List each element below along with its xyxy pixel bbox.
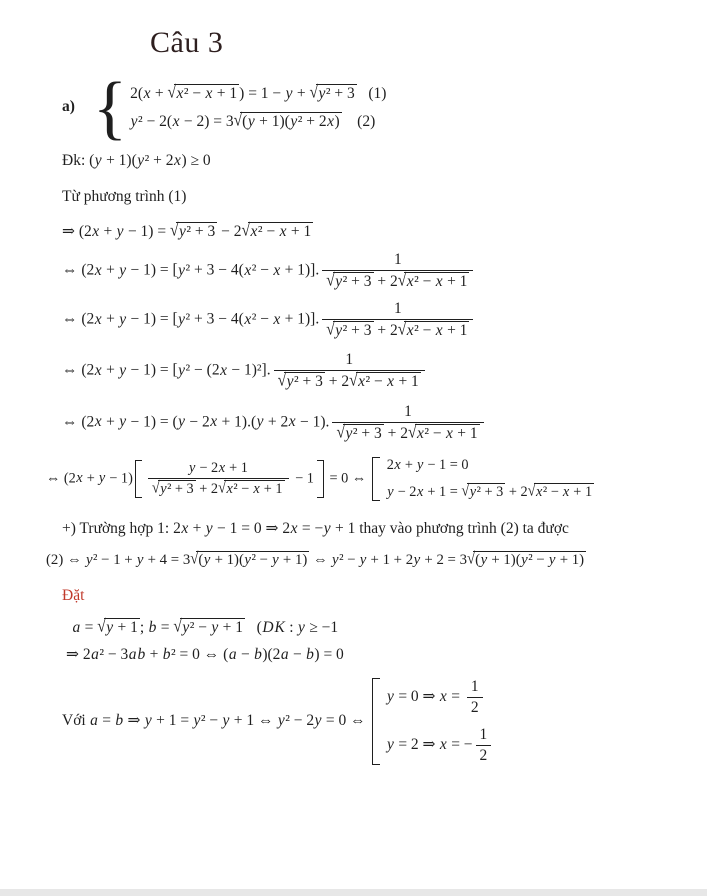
left-bracket bbox=[135, 460, 142, 498]
radicand: y² − y + 1 bbox=[180, 618, 245, 637]
substituted-equation: (2) ⇔ y² − 1 + y + 4 = 3√(y + 1)(y² − y + 1) ⇔ y² − y + 1 + 2y + 2 = 3√(y + 1)(y² − y + 1) bbox=[46, 549, 585, 568]
radicand: y + 1 bbox=[104, 618, 140, 637]
square-root bbox=[97, 618, 140, 637]
numerator: 1 bbox=[332, 403, 483, 423]
square-root bbox=[326, 272, 373, 291]
square-root bbox=[528, 483, 594, 501]
radicand: y² + 3 bbox=[176, 222, 217, 241]
radical-sign: √ bbox=[167, 82, 175, 102]
plain-text: thay vào phương trình (2) ta được bbox=[355, 519, 569, 537]
document-page bbox=[0, 26, 707, 765]
radical-sign: √ bbox=[326, 319, 334, 340]
square-root bbox=[152, 480, 196, 498]
radicand: x² − x + 1 bbox=[224, 480, 285, 498]
square-root bbox=[218, 480, 284, 498]
numerator: 1 bbox=[476, 726, 492, 746]
square-root bbox=[326, 321, 373, 340]
radical-sign: √ bbox=[397, 319, 406, 340]
square-root bbox=[408, 424, 480, 443]
radical-sign: √ bbox=[173, 617, 181, 637]
radicand: x² − x + 1 bbox=[415, 424, 480, 443]
radical-sign: √ bbox=[336, 422, 344, 442]
radicand: (y + 1)(y² − y + 1) bbox=[198, 551, 308, 568]
from-equation-1: Từ phương trình (1) bbox=[62, 187, 187, 205]
cases-bracket bbox=[372, 678, 380, 765]
derivation-step-4: ⇔ (2x + y − 1) = [y² − (2x − 1)²]. $\frac{1}{\text{√y² + 3 + 2√x² − x + 1}}$ bbox=[62, 351, 707, 391]
radical-sign: √ bbox=[190, 549, 198, 568]
denominator: 2 bbox=[470, 698, 479, 716]
fraction bbox=[332, 403, 483, 443]
radicand: x² − x + 1 bbox=[404, 321, 469, 340]
derivation-step-1: ⇒ (2x + y − 1) = √y² + 3 − 2√x² − x + 1 bbox=[62, 220, 312, 240]
item-label: a) bbox=[62, 98, 75, 116]
radical-sign: √ bbox=[349, 371, 357, 391]
radicand: x² − x + 1 bbox=[534, 483, 595, 501]
square-root bbox=[167, 84, 239, 103]
right-bracket bbox=[317, 460, 324, 498]
radical-sign: √ bbox=[397, 270, 406, 290]
denominator: √ y² + 3 + 2√ x² − x + 1 bbox=[151, 478, 283, 497]
radicand: x² − x + 1 bbox=[248, 222, 313, 241]
numerator: 1 bbox=[467, 678, 483, 698]
radicand: y² + 3 bbox=[333, 272, 374, 291]
page-bottom-strip bbox=[0, 889, 707, 896]
radical-sign: √ bbox=[218, 478, 225, 497]
dat-heading: Đặt bbox=[62, 587, 85, 605]
square-root bbox=[278, 372, 325, 391]
radicand: x² − x + 1 bbox=[404, 272, 469, 291]
denominator: 2 bbox=[479, 746, 488, 764]
square-root bbox=[461, 483, 505, 501]
condition: Đk: (y + 1)(y² + 2x) ≥ 0 bbox=[62, 151, 211, 169]
case-1-intro: +) Trường hợp 1: 2x + y − 1 = 0 ⇒ 2x = −y + 1 thay vào phương trình (2) ta được bbox=[62, 519, 569, 537]
fraction bbox=[274, 351, 425, 391]
radicand: y² + 3 bbox=[158, 480, 196, 498]
solution-cases: 2x + y − 1 = 0 y − 2x + 1 = √ y² + 3 + 2√ x² − x + 1 bbox=[372, 457, 594, 501]
numerator: y − 2x + 1 bbox=[148, 460, 289, 479]
radicand: (y + 1)(y² − y + 1) bbox=[475, 551, 585, 568]
radicand: x² − x + 1 bbox=[174, 84, 239, 103]
radical-sign: √ bbox=[407, 422, 416, 442]
square-root bbox=[242, 222, 314, 241]
denominator: √y² + 3 + 2√x² − x + 1 bbox=[326, 270, 468, 290]
square-root bbox=[190, 551, 309, 569]
derivation-step-5: ⇔ (2x + y − 1) = (y − 2x + 1).(y + 2x − 1). $\frac{1}{\text{√y² + 3 + 2√x² − x + 1}}$ bbox=[62, 403, 707, 443]
radical-sign: √ bbox=[309, 82, 317, 102]
radical-sign: √ bbox=[467, 549, 475, 568]
plain-text: Đk: bbox=[62, 151, 90, 169]
square-root bbox=[170, 222, 217, 241]
denominator: √y² + 3 + 2√x² − x + 1 bbox=[277, 371, 419, 391]
radicand: y² + 3 bbox=[343, 424, 384, 443]
square-root bbox=[309, 84, 356, 103]
radicand: y² + 3 bbox=[333, 321, 374, 340]
radical-sign: √ bbox=[527, 481, 535, 500]
factored-equation: ⇒ 2a² − 3ab + b² = 0 ⇔ (a − b)(2a − b) = 0 bbox=[66, 645, 344, 663]
radical-sign: √ bbox=[233, 111, 242, 131]
numerator: 1 bbox=[322, 251, 473, 271]
system-of-equations bbox=[62, 67, 707, 147]
radicand: x² − x + 1 bbox=[356, 372, 421, 391]
solution-line: Với a = b ⇒ y + 1 = y² − y + 1 ⇔ y² − 2y = 0 ⇔ y = 0 ⇒ x = $\frac{1}{2}$ y = 2 ⇒ x = − $\frac{1}{2}$ bbox=[62, 678, 707, 765]
square-root bbox=[467, 551, 586, 569]
plain-text: Với bbox=[62, 711, 90, 729]
square-root bbox=[336, 424, 383, 443]
denominator: √y² + 3 + 2√x² − x + 1 bbox=[326, 319, 468, 340]
square-root bbox=[398, 321, 470, 340]
substitution-definition: a = √y + 1 ; b = √y² − y + 1 (DK : y ≥ −1 bbox=[72, 617, 339, 637]
derivation-step-3: ⇔ (2x + y − 1) = [y² + 3 − 4(x² − x + 1)]. $\frac{1}{\text{√y² + 3 + 2√x² − x + 1}}$ bbox=[62, 300, 707, 340]
derivation-step-2: ⇔ (2x + y − 1) = [y² + 3 − 4(x² − x + 1)]. $\frac{1}{\text{√y² + 3 + 2√x² − x + 1}}$ bbox=[62, 251, 707, 291]
bracket-group: $\frac{y - 2x + 1}{\text{√ y² + 3 + 2√ x² − x + 1}}$ − 1 bbox=[135, 460, 324, 498]
numerator: 1 bbox=[274, 351, 425, 371]
radical-sign: √ bbox=[326, 270, 334, 290]
fraction bbox=[467, 678, 483, 717]
plain-text: +) Trường hợp 1: bbox=[62, 519, 174, 537]
question-title: Câu 3 bbox=[150, 26, 224, 59]
fraction bbox=[148, 460, 289, 498]
radical-sign: √ bbox=[97, 617, 105, 637]
solution-cases: y = 0 ⇒ x = $\frac{1}{2}$ y = 2 ⇒ x = − $\frac{1}{2}$ bbox=[372, 678, 495, 765]
fraction bbox=[476, 726, 492, 765]
radicand: y² + 3 bbox=[316, 84, 357, 103]
radical-sign: √ bbox=[151, 478, 159, 497]
square-root bbox=[349, 372, 421, 391]
square-root bbox=[398, 272, 470, 291]
square-root bbox=[234, 112, 342, 131]
radical-sign: √ bbox=[277, 371, 286, 391]
fraction bbox=[322, 300, 473, 340]
radical-sign: √ bbox=[461, 481, 469, 500]
equation-system: { 2(x + √x² − x + 1 ) = 1 − y + √y² + 3 (1) y² − 2(x − 2) = 3√(y + 1)(y² + 2x) (2) bbox=[92, 67, 387, 147]
radicand: y² + 3 bbox=[284, 372, 325, 391]
cases-bracket bbox=[372, 457, 380, 501]
fraction bbox=[322, 251, 473, 291]
radicand: (y + 1)(y² + 2x) bbox=[242, 113, 340, 131]
numerator: 1 bbox=[322, 300, 473, 320]
derivation-step-6: ⇔ (2x + y − 1) $\frac{y - 2x + 1}{\text{√ y² + 3 + 2√ x² − x + 1}}$ − 1 = 0 ⇔ 2x + y − 1 = 0 y − 2x + 1 = √ y² + 3 + 2√ x² − x + 1 bbox=[46, 456, 593, 500]
radical-sign: √ bbox=[241, 220, 250, 240]
radicand: y² + 3 bbox=[467, 483, 505, 501]
square-root bbox=[173, 618, 245, 637]
denominator: √y² + 3 + 2√x² − x + 1 bbox=[336, 422, 478, 442]
radical-sign: √ bbox=[169, 220, 178, 240]
